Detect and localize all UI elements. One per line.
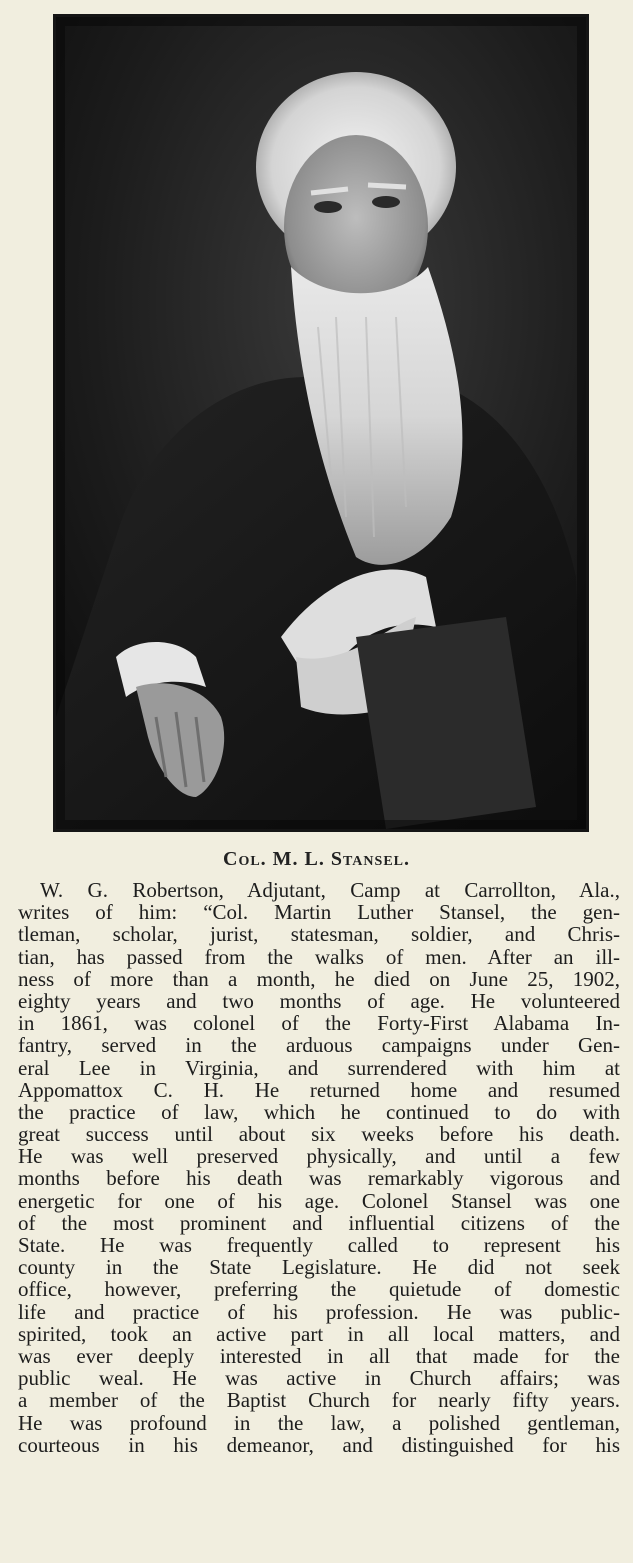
article-line: a member of the Baptist Church for nearly fifty years. xyxy=(18,1388,620,1413)
article-line: Appomattox C. H. He returned home and resumed xyxy=(18,1077,620,1102)
article-line: W. G. Robertson, Adjutant, Camp at Carrollton, Ala., xyxy=(40,878,620,902)
article-line: in 1861, was colonel of the Forty-First Alabama In- xyxy=(18,1011,620,1036)
article-line: fantry, served in the arduous campaigns under Gen- xyxy=(18,1033,620,1058)
portrait-illustration xyxy=(56,17,586,829)
article-line: writes of him: “Col. Martin Luther Stansel, the gen- xyxy=(18,900,620,925)
article-line: months before his death was remarkably vigorous and xyxy=(18,1166,620,1191)
article-line: office, however, preferring the quietude of domestic xyxy=(18,1277,620,1302)
article-line: life and practice of his profession. He was public- xyxy=(18,1299,620,1324)
article-line: tian, has passed from the walks of men. After an ill- xyxy=(18,944,620,969)
article-line: ness of more than a month, he died on June 25, 1902, xyxy=(18,966,620,991)
photo-caption: Col. M. L. Stansel. xyxy=(223,848,410,870)
article-line: of the most prominent and influential citizens of the xyxy=(18,1210,620,1235)
article-line: was ever deeply interested in all that made for the xyxy=(18,1343,620,1368)
article-line: great success until about six weeks before his death. xyxy=(18,1122,620,1147)
article-line: courteous in his demeanor, and distinguished for his xyxy=(18,1432,620,1457)
article-line: energetic for one of his age. Colonel Stansel was one xyxy=(18,1188,620,1213)
article-line: eighty years and two months of age. He volunteered xyxy=(18,988,620,1013)
article-line: He was profound in the law, a polished gentleman, xyxy=(18,1410,620,1435)
article-line: He was well preserved physically, and until a few xyxy=(18,1144,620,1169)
article-line: public weal. He was active in Church affairs; was xyxy=(18,1366,620,1391)
article-line: eral Lee in Virginia, and surrendered with him at xyxy=(18,1055,620,1080)
article-line: spirited, took an active part in all local matters, and xyxy=(18,1321,620,1346)
article-body xyxy=(18,879,620,1456)
article-line: tleman, scholar, jurist, statesman, soldier, and Chris- xyxy=(18,922,620,947)
portrait-photo xyxy=(53,14,589,832)
article-line: State. He was frequently called to represent his xyxy=(18,1233,620,1257)
article-line: the practice of law, which he continued to do with xyxy=(18,1099,620,1124)
article-line: county in the State Legislature. He did not seek xyxy=(18,1255,620,1280)
